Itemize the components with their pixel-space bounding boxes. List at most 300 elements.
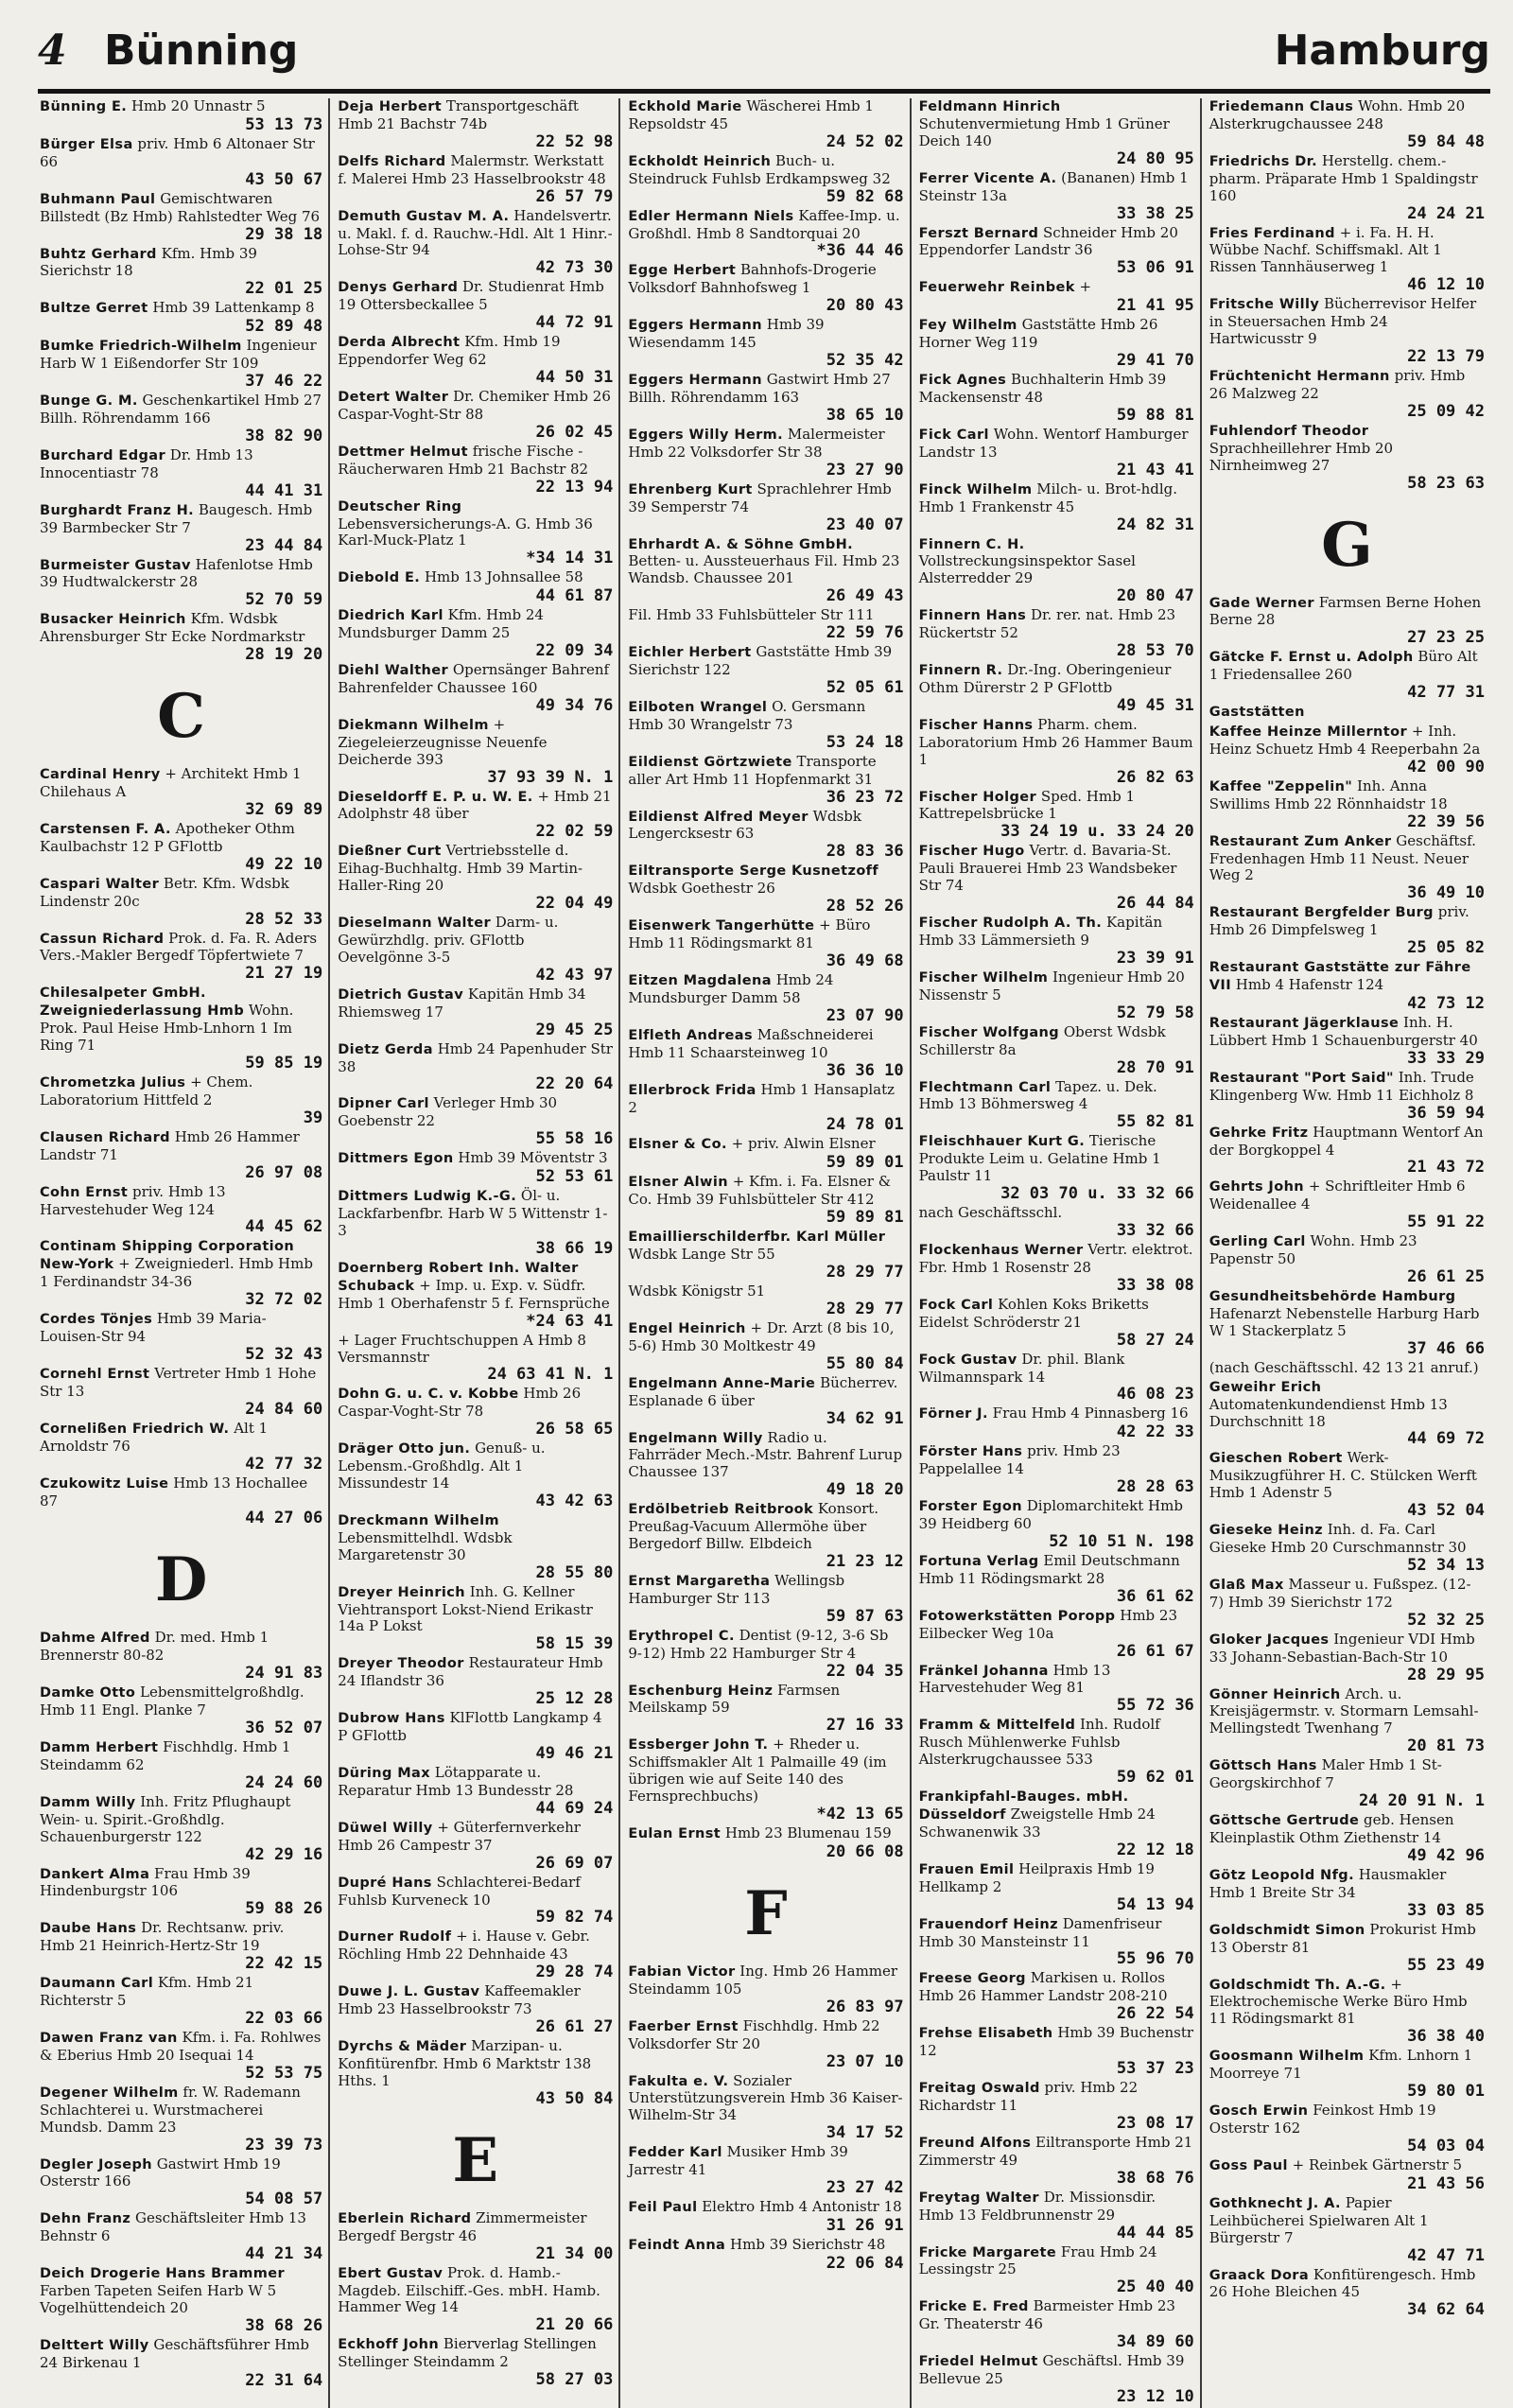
page-number: 4 <box>38 26 67 75</box>
directory-entry <box>40 1074 322 1127</box>
entry-name: Dehn Franz <box>40 2211 131 2227</box>
entry-name: Eitzen Magdalena <box>628 973 772 988</box>
phone-number: 33 38 25 <box>1116 203 1194 223</box>
entry-name: Kaffee "Zeppelin" <box>1209 778 1353 794</box>
phone-number: 21 41 95 <box>1116 296 1194 316</box>
entry-name: Dießner Curt <box>338 844 442 860</box>
phone-number: 22 59 76 <box>826 623 904 643</box>
phone-number: 36 61 62 <box>1116 1586 1194 1606</box>
phone-number: 55 91 22 <box>1407 1213 1485 1232</box>
directory-entry <box>40 1129 322 1182</box>
entry-name: Dreyer Theodor <box>338 1656 464 1672</box>
entry-name: Fischer Rudolph A. Th. <box>918 916 1103 932</box>
directory-entry <box>338 1983 613 2036</box>
entry-name: Dreyer Heinrich <box>338 1584 465 1600</box>
entry-details: Gastwirt Hmb 27 Billh. Röhrendamm 163 <box>628 371 891 406</box>
phone-number: 43 50 67 <box>245 169 323 189</box>
directory-entry <box>338 1188 613 1258</box>
column-4 <box>910 98 1200 2408</box>
entry-name: Chrometzka Julius <box>40 1075 186 1091</box>
entry-details: Inh. G. Kellner Viehtransport Lokst-Niend Erikastr 14a P Lokst <box>338 1582 593 1635</box>
phone-number: 25 05 82 <box>1407 938 1485 958</box>
entry-name: Gehrke Fritz <box>1209 1125 1309 1141</box>
entry-name: Bünning E. <box>40 99 128 114</box>
entry-details: Zweigstelle Hmb 24 Schwanenwik 33 <box>918 1806 1156 1841</box>
phone-number: 22 13 94 <box>535 477 614 497</box>
phone-number: 59 82 74 <box>535 1908 614 1928</box>
entry-details: Transporte aller Art Hmb 11 Hopfenmarkt 31 <box>628 752 877 788</box>
entry-name: Cohn Ernst <box>40 1184 129 1200</box>
entry-details: Hmb 23 Eilbecker Weg 10a <box>918 1606 1178 1642</box>
phone-number: 21 43 56 <box>1407 2173 1485 2193</box>
entry-name: Göttsch Hans <box>1209 1758 1317 1774</box>
phone-number: 32 69 89 <box>245 799 323 819</box>
phone-number: 34 62 91 <box>826 1408 904 1428</box>
phone-number: 46 08 23 <box>1116 1385 1194 1405</box>
entry-details: Zimmermeister Bergedf Bergstr 46 <box>338 2208 587 2244</box>
directory-entry <box>628 1320 903 1373</box>
entry-name: Gieschen Robert <box>1209 1451 1343 1467</box>
phone-number: 20 80 47 <box>1116 586 1194 606</box>
entry-details: Kfm. i. Fa. Rohlwes & Eberius Hmb 20 Isequai 14 <box>40 2029 322 2064</box>
phone-number: 44 69 72 <box>1407 1429 1485 1449</box>
phone-number: 24 84 60 <box>245 1399 323 1419</box>
phone-number: 42 43 97 <box>535 965 614 985</box>
directory-entry <box>919 1443 1194 1496</box>
entry-name: Fischer Wilhelm <box>918 969 1049 986</box>
phone-number: 59 88 26 <box>245 1899 323 1919</box>
phone-number: 54 03 04 <box>1407 2136 1485 2155</box>
entry-name: Dohn G. u. C. v. Kobbe <box>338 1387 519 1403</box>
directory-entry <box>628 2144 903 2197</box>
entry-name: Cordes Tönjes <box>40 1312 153 1328</box>
directory-entry <box>40 1630 322 1683</box>
entry-name: Emaillierschilderfbr. Karl Müller <box>628 1230 886 1246</box>
directory-entry <box>1209 2267 1485 2320</box>
directory-entry <box>919 1242 1194 1295</box>
phone-number: 52 32 43 <box>245 1344 323 1364</box>
entry-details: Hmb 39 Wiesendamm 145 <box>628 316 825 352</box>
phone-number: *34 14 31 <box>526 549 614 568</box>
entry-details: Hmb 20 Unnastr 5 <box>130 97 266 114</box>
directory-entry <box>628 1683 903 1736</box>
directory-entry <box>40 136 322 189</box>
directory-entry <box>919 1916 1194 1969</box>
directory-entry <box>40 1975 322 2028</box>
entry-details: Hmb 13 Hochallee 87 <box>40 1474 308 1509</box>
directory-entry <box>1209 724 1485 776</box>
directory-entry <box>1209 1360 1485 1377</box>
directory-entry <box>919 2190 1194 2242</box>
phone-number: 21 27 19 <box>245 964 323 984</box>
phone-number: 38 65 10 <box>826 405 904 425</box>
phone-number: 28 70 91 <box>1116 1057 1194 1077</box>
phone-number: 52 53 75 <box>245 2063 323 2083</box>
entry-details: Hmb 1 Hansaplatz 2 <box>628 1080 896 1116</box>
entry-name: Fricke Margarete <box>918 2244 1057 2260</box>
entry-details: Prok. d. Fa. R. Aders Vers.-Makler Bergedf Töpfertwiete 7 <box>40 929 318 965</box>
entry-details: + Güterfernverkehr Hmb 26 Campestr 37 <box>338 1818 581 1854</box>
directory-entry <box>919 1663 1194 1716</box>
entry-name: Freund Alfons <box>918 2135 1032 2151</box>
entry-details: Kohlen Koks Briketts Eidelst Schröderstr 21 <box>918 1295 1149 1331</box>
phone-number: 44 45 62 <box>245 1217 323 1237</box>
entry-details: + i. Fa. H. H. Wübbe Nachf. Schiffsmakl. Alt 1 Rissen Tannhäuserweg 1 <box>1209 223 1442 276</box>
entry-name: Restaurant Zum Anker <box>1209 833 1392 849</box>
entry-details: Kapitän Hmb 34 Rhiemsweg 17 <box>338 985 586 1021</box>
entry-name: Elsner & Co. <box>628 1137 727 1153</box>
entry-name: Carstensen F. A. <box>40 821 171 837</box>
phone-number: 49 42 96 <box>1407 1845 1485 1865</box>
phone-number: 52 32 25 <box>1407 1610 1485 1630</box>
phone-number: 53 13 73 <box>245 114 323 134</box>
directory-entry <box>338 2038 613 2108</box>
entry-name: Fuhlendorf Theodor <box>1209 423 1369 439</box>
phone-number: 23 27 90 <box>826 460 904 480</box>
entry-details: Farben Tapeten Seifen Harb W 5 Vogelhüttendeich 20 <box>40 2282 277 2316</box>
directory-entry <box>919 1352 1194 1405</box>
directory-entry <box>628 972 903 1025</box>
phone-number: 36 59 94 <box>1407 1103 1485 1123</box>
entry-name: Forster Egon <box>918 1499 1022 1515</box>
entry-details: Marzipan- u. Konfitürenfbr. Hmb 6 Marktstr 138 Hths. 1 <box>338 2037 592 2089</box>
entry-name: Fischer Holger <box>918 789 1037 805</box>
directory-entry <box>338 1512 613 1582</box>
entry-details: + Dr. Arzt (8 bis 10, 5-6) Hmb 30 Moltkestr 49 <box>628 1318 895 1354</box>
directory-entry <box>919 1970 1194 2023</box>
phone-number: 42 22 33 <box>1116 1422 1194 1442</box>
phone-number: 44 72 91 <box>535 313 614 333</box>
entry-details: Heilpraxis Hmb 19 Hellkamp 2 <box>918 1859 1155 1895</box>
directory-entry <box>628 1963 903 2016</box>
entry-details: Hmb 23 Blumenau 159 <box>724 1824 892 1841</box>
entry-name: Eggers Willy Herm. <box>628 427 784 443</box>
phone-number: 55 96 70 <box>1116 1949 1194 1969</box>
phone-number: *24 63 41 <box>526 1311 614 1331</box>
directory-entry <box>919 2080 1194 2133</box>
entry-details: Radio u. Fahrräder Mech.-Mstr. Bahrenf Lurup Chaussee 137 <box>628 1428 903 1481</box>
directory-entry <box>919 915 1194 968</box>
phone-number: 36 49 68 <box>826 951 904 970</box>
entry-name: Buhtz Gerhard <box>40 246 157 262</box>
directory-entry <box>628 1229 903 1282</box>
phone-number: 58 15 39 <box>535 1634 614 1654</box>
entry-details: Apotheker Othm Kaulbachstr 12 P GFlottb <box>40 819 295 855</box>
entry-name: Daube Hans <box>40 1921 137 1937</box>
entry-details: Hmb 13 Johnsallee 58 <box>424 568 583 586</box>
entry-name: Fick Carl <box>918 427 989 443</box>
entry-name: Diehl Walther <box>338 663 449 679</box>
directory-entry <box>628 208 903 261</box>
phone-number: 21 23 12 <box>826 1551 904 1571</box>
directory-entry <box>628 1430 903 1500</box>
phone-number: 26 97 08 <box>245 1162 323 1182</box>
phone-number: 22 13 79 <box>1407 346 1485 366</box>
phone-number: 22 39 56 <box>1407 811 1485 831</box>
phone-number: 31 26 91 <box>826 2215 904 2235</box>
directory-entry <box>919 843 1194 913</box>
directory-entry <box>628 809 903 862</box>
phone-number: 20 81 73 <box>1407 1736 1485 1756</box>
entry-details: Büro Alt 1 Friedensallee 260 <box>1209 648 1478 684</box>
directory-entry <box>919 2025 1194 2078</box>
directory-entry <box>1209 2048 1485 2101</box>
entry-details: Lebensmittelgroßhdlg. Hmb 11 Engl. Planke 7 <box>40 1684 304 1719</box>
phone-number: 44 50 31 <box>535 367 614 387</box>
directory-entry <box>1209 296 1485 366</box>
directory-entry <box>919 1079 1194 1132</box>
phone-number: 33 24 19 u. 33 24 20 <box>1000 822 1194 842</box>
phone-number: 28 19 20 <box>245 645 323 665</box>
phone-number: 39 <box>303 1108 323 1127</box>
directory-entry <box>338 444 613 497</box>
directory-entry <box>919 1789 1194 1859</box>
phone-number: 58 27 03 <box>535 2370 614 2390</box>
entry-details: Dr. phil. Blank Wilmannspark 14 <box>918 1350 1125 1386</box>
phone-number: *42 13 65 <box>816 1805 904 1823</box>
entry-name: Gaststätten <box>1209 705 1305 721</box>
entry-name: Diekmann Wilhelm <box>338 717 489 733</box>
entry-name: Eggers Hermann <box>628 318 762 334</box>
directory-entry <box>919 1717 1194 1787</box>
entry-details: Buch- u. Steindruck Fuhlsb Erdkampsweg 32 <box>628 151 891 187</box>
entry-name: Dittmers Egon <box>338 1151 454 1167</box>
entry-name: Geweihr Erich <box>1209 1379 1322 1395</box>
phone-number: 44 27 06 <box>245 1509 323 1528</box>
entry-details: Dentist (9-12, 3-6 Sb 9-12) Hmb 22 Hamburger Str 4 <box>628 1626 889 1662</box>
entry-details: Kfm. Hmb 21 Richterstr 5 <box>40 1974 254 2010</box>
phone-number: 38 68 76 <box>1116 2168 1194 2188</box>
entry-name: Finnern R. <box>918 663 1003 679</box>
phone-number: 44 41 31 <box>245 480 323 500</box>
entry-details: + Ziegeleierzeugnisse Neuenfe Deicherde 393 <box>338 715 548 768</box>
directory-entry <box>919 2244 1194 2297</box>
entry-name: Eiltransporte Serge Kusnetzoff <box>628 864 879 880</box>
entry-details: Schneider Hmb 20 Eppendorfer Landstr 36 <box>918 223 1178 259</box>
phone-number: 34 17 52 <box>826 2123 904 2143</box>
entry-details: Hmb 24 Mundsburger Damm 58 <box>628 971 834 1006</box>
entry-name: Restaurant Bergfelder Burg <box>1209 905 1434 921</box>
city-heading: Hamburg <box>1274 26 1490 75</box>
entry-details: Dr.-Ing. Oberingenieur Othm Dürerstr 2 P GFlottb <box>918 661 1172 696</box>
phone-number: 28 52 26 <box>826 897 904 916</box>
directory-entry <box>919 372 1194 425</box>
phone-number: 22 12 18 <box>1116 1840 1194 1859</box>
entry-name: Deutscher Ring <box>338 498 462 515</box>
entry-details: Darm- u. Gewürzhdlg. priv. GFlottb Oevelgönne 3-5 <box>338 914 559 966</box>
entry-details: O. Gersmann Hmb 30 Wrangelstr 73 <box>628 697 866 733</box>
directory-entry <box>628 1283 903 1318</box>
entry-name: Ferszt Bernard <box>918 225 1039 241</box>
phone-number: 23 07 10 <box>826 2051 904 2071</box>
entry-name: Doernberg Robert Inh. Walter Schuback <box>338 1260 579 1294</box>
entry-details: Prok. d. Hamb.-Magdeb. Eilschiff.-Ges. mbH. Hamb. Hammer Weg 14 <box>338 2263 600 2316</box>
entry-details: Tierische Produkte Leim u. Gelatine Hmb 1 Paulstr 11 <box>918 1132 1161 1185</box>
entry-details: Feinkost Hmb 19 Osterstr 162 <box>1209 2102 1436 2137</box>
directory-entry <box>628 1082 903 1135</box>
entry-details: Alt 1 Arnoldstr 76 <box>40 1419 269 1455</box>
directory-entry <box>628 754 903 807</box>
directory-entry <box>40 393 322 445</box>
directory-entry <box>628 98 903 151</box>
entry-details: Kfm. Wdsbk Ahrensburger Str Ecke Nordmarkstr <box>40 610 305 646</box>
entry-name: Fock Carl <box>918 1297 994 1313</box>
directory-entry <box>338 1386 613 1439</box>
entry-details: Wdsbk Goethestr 26 <box>628 880 775 898</box>
phone-number: 28 52 33 <box>245 909 323 929</box>
entry-details: Ing. Hmb 26 Hammer Steindamm 105 <box>628 1962 898 1998</box>
phone-number: 22 06 84 <box>826 2253 904 2273</box>
phone-number: 42 77 32 <box>245 1454 323 1474</box>
entry-details: Kfm. Hmb 39 Sierichstr 18 <box>40 244 257 280</box>
entry-details: Werk-Musikzugführer H. C. Stülcken Werft Hmb 1 Adenstr 5 <box>1209 1449 1477 1502</box>
entry-name: Ehrhardt A. & Söhne GmbH. <box>628 536 854 552</box>
entry-name: Frauen Emil <box>918 1861 1015 1877</box>
directory-entry <box>628 607 903 642</box>
entry-name: Fotowerkstätten Poropp <box>918 1608 1116 1624</box>
entry-details: Sprachheillehrer Hmb 20 Nirnheimweg 27 <box>1209 439 1394 474</box>
directory-entry <box>628 1736 903 1823</box>
directory-entry <box>40 1311 322 1364</box>
phone-number: 59 89 01 <box>826 1153 904 1173</box>
entry-details: Konsort. Preußag-Vacuum Allermöhe über Bergedorf Billw. Elbdeich <box>628 1500 879 1553</box>
directory-entry <box>628 372 903 425</box>
phone-number: 52 79 58 <box>1116 1003 1194 1022</box>
entry-details: Vertreter Hmb 1 Hohe Str 13 <box>40 1364 317 1400</box>
directory-entry <box>628 917 903 970</box>
directory-entry <box>1209 1632 1485 1684</box>
phone-number: 33 33 29 <box>1407 1048 1485 1068</box>
directory-entry <box>1209 1922 1485 1975</box>
entry-details: Tapez. u. Dek. Hmb 13 Böhmersweg 4 <box>918 1077 1157 1113</box>
entry-details: Inh. Trude Klingenberg Ww. Hmb 11 Eichholz 8 <box>1209 1068 1474 1104</box>
entry-name: Dipner Carl <box>338 1096 429 1112</box>
entry-details: fr. W. Rademann Schlachterei u. Wurstmacherei Mundsb. Damm 23 <box>40 2083 301 2136</box>
directory-entry <box>919 481 1194 534</box>
phone-number: 33 03 85 <box>1407 1900 1485 1920</box>
entry-name: Dietz Gerda <box>338 1041 433 1057</box>
directory-entry <box>1209 2103 1485 2155</box>
entry-details: Hmb 39 Buchenstr 12 <box>918 2024 1194 2060</box>
phone-number: 26 69 07 <box>535 1853 614 1873</box>
directory-entry <box>40 557 322 610</box>
phone-number: 21 43 72 <box>1407 1158 1485 1178</box>
directory-entry <box>338 2265 613 2335</box>
entry-details: + Zweigniederl. Hmb Hmb 1 Ferdinandstr 34-36 <box>40 1255 313 1291</box>
entry-details: Dr. Studienrat Hmb 19 Ottersbeckallee 5 <box>338 278 604 314</box>
entry-name: Fischer Hugo <box>918 844 1025 860</box>
directory-entry <box>338 498 613 568</box>
section-letter: G <box>1321 509 1373 581</box>
phone-number: 55 80 84 <box>826 1353 904 1373</box>
directory-entry <box>919 1498 1194 1551</box>
entry-details: Hmb 24 Papenhuder Str 38 <box>338 1039 613 1075</box>
directory-entry <box>40 1421 322 1474</box>
phone-number: 42 00 90 <box>1407 757 1485 776</box>
entry-details: Farmsen Meilskamp 59 <box>628 1681 841 1717</box>
entry-details: Vertriebsstelle d. Eihag-Buchhaltg. Hmb 39 Martin-Haller-Ring 20 <box>338 842 583 895</box>
directory-entry <box>919 1861 1194 1914</box>
directory-entry <box>919 2298 1194 2351</box>
entry-details: Hmb 26 Hammer Landstr 71 <box>40 1127 300 1163</box>
entry-details: Geschäftsführer Hmb 24 Birkenau 1 <box>40 2335 310 2371</box>
entry-details: Verleger Hmb 30 Goebenstr 22 <box>338 1094 558 1130</box>
entry-name: Feuerwehr Reinbek <box>918 280 1075 296</box>
entry-name: Buhmann Paul <box>40 191 156 207</box>
directory-entry <box>40 246 322 299</box>
entry-name: Burghardt Franz H. <box>40 502 195 518</box>
directory-entry <box>628 262 903 315</box>
entry-name: Fries Ferdinand <box>1209 225 1335 241</box>
entry-name: Gothknecht J. A. <box>1209 2195 1341 2211</box>
entry-name: Dräger Otto jun. <box>338 1441 471 1457</box>
entry-name: Burchard Edgar <box>40 447 166 463</box>
entry-name: Fick Agnes <box>918 373 1007 389</box>
directory-entry <box>40 2265 322 2335</box>
entry-details: Elektro Hmb 4 Antonistr 18 <box>702 2198 902 2216</box>
phone-number: 24 52 02 <box>826 131 904 151</box>
phone-number: 49 46 21 <box>535 1744 614 1763</box>
directory-entry <box>338 662 613 715</box>
directory-entry <box>338 1765 613 1818</box>
entry-details: Kaffee-Imp. u. Großhdl. Hmb 8 Sandtorquai 20 <box>628 206 900 242</box>
directory-entry <box>338 1041 613 1094</box>
entry-details: Hmb 39 Lattenkamp 8 <box>152 299 315 317</box>
entry-name: Damm Willy <box>40 1794 136 1810</box>
phone-number: 53 06 91 <box>1116 258 1194 278</box>
entry-details: Fil. Hmb 33 Fuhlsbütteler Str 111 <box>628 606 875 624</box>
entry-details: priv. Hmb 26 Malzweg 22 <box>1209 366 1466 402</box>
phone-number: 22 04 49 <box>535 894 614 914</box>
phone-number: 54 13 94 <box>1116 1894 1194 1914</box>
entry-name: Förner J. <box>918 1406 988 1422</box>
directory-entry <box>919 789 1194 842</box>
entry-name: Dupré Hans <box>338 1875 432 1891</box>
entry-details: + Büro Hmb 11 Rödingsmarkt 81 <box>628 916 871 952</box>
entry-details: Inh. Rudolf Rusch Mühlenwerke Fuhlsb Alsterkrugchaussee 533 <box>918 1716 1160 1769</box>
entry-name: Dittmers Ludwig K.-G. <box>338 1189 517 1205</box>
entry-details: Emil Deutschmann Hmb 11 Rödingsmarkt 28 <box>918 1551 1180 1587</box>
phone-number: 28 29 95 <box>1407 1665 1485 1684</box>
entry-details: + i. Hause v. Gebr. Röchling Hmb 22 Dehnhaide 43 <box>338 1928 590 1963</box>
phone-number: 59 84 48 <box>1407 131 1485 151</box>
phone-number: 36 38 40 <box>1407 2027 1485 2047</box>
entry-name: Deja Herbert <box>338 99 443 114</box>
entry-name: Goosmann Wilhelm <box>1209 2049 1365 2065</box>
phone-number: 42 77 31 <box>1407 683 1485 703</box>
entry-name: Dieselmann Walter <box>338 916 491 932</box>
phone-number: 24 24 21 <box>1407 203 1485 223</box>
directory-entry <box>1209 423 1485 493</box>
phone-number: 26 83 97 <box>826 1997 904 2016</box>
entry-details: Betten- u. Aussteuerhaus Fil. Hmb 23 Wandsb. Chaussee 201 <box>628 552 900 587</box>
phone-number: 37 93 39 N. 1 <box>487 767 614 787</box>
phone-number: 29 41 70 <box>1116 351 1194 371</box>
directory-entry <box>40 766 322 819</box>
entry-details: Betr. Kfm. Wdsbk Lindenstr 20c <box>40 874 289 910</box>
entry-details: Ingenieur Harb W 1 Eißendorfer Str 109 <box>40 337 317 373</box>
directory-entry <box>338 98 613 151</box>
entry-name: Goss Paul <box>1209 2157 1288 2173</box>
entry-details: Hafenarzt Nebenstelle Harburg Harb W 1 Stackerplatz 5 <box>1209 1304 1480 1339</box>
entry-details: Milch- u. Brot-hdlg. Hmb 1 Frankenstr 45 <box>918 480 1178 515</box>
entry-details: (nach Geschäftsschl. 42 13 21 anruf.) <box>1209 1358 1479 1376</box>
entry-details: Konfitürengesch. Hmb 26 Hohe Bleichen 45 <box>1209 2265 1476 2301</box>
phone-number: 29 28 74 <box>535 1963 614 1982</box>
page-header <box>38 26 1490 94</box>
directory-entry <box>628 1027 903 1080</box>
phone-number: 23 39 73 <box>245 2135 323 2155</box>
